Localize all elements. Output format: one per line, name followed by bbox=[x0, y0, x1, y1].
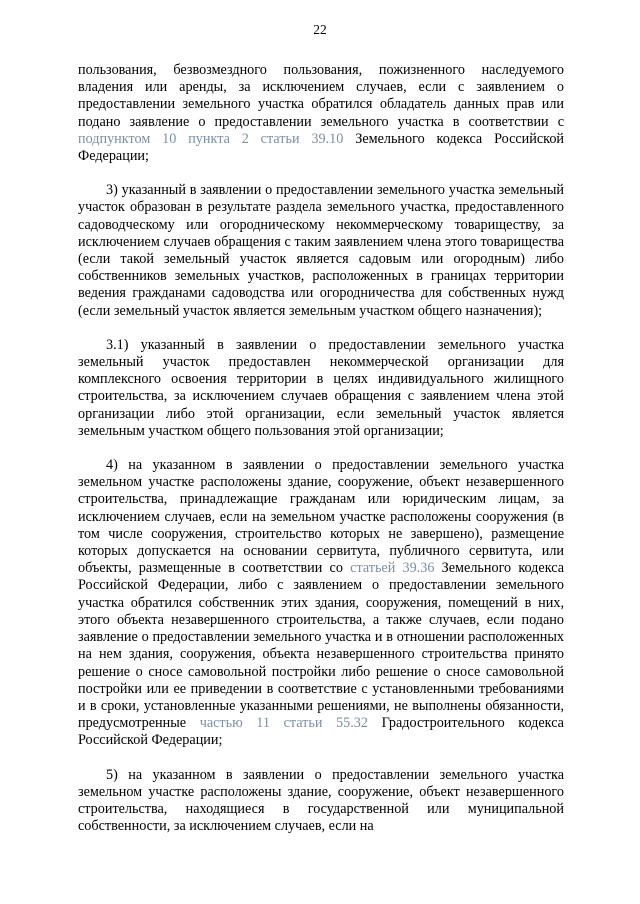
page-number: 22 bbox=[313, 22, 327, 37]
legal-reference-link[interactable]: подпунктом 10 пункта 2 статьи 39.10 bbox=[78, 130, 344, 147]
paragraph-item-4 bbox=[78, 457, 564, 749]
legal-reference-link[interactable]: статьей 39.36 bbox=[350, 560, 435, 577]
paragraph-text: 5) на указанном в заявлении о предоставлении земельного участка земельном участке расположены здание, сооружение, объект незавершенного строительства, находящиеся в государственной или муниципальной собственности, за исключением случаев, если на bbox=[78, 766, 564, 835]
paragraph-item-5 bbox=[78, 767, 564, 836]
paragraph-text: пользования, безвозмездного пользования, пожизненного наследуемого владения или аренды, за исключением случаев, если с заявлением о предоставлении земельного участка обратился обладатель данных прав или подано заявление о предоставлении земельного участка в соответствии с bbox=[78, 62, 564, 130]
paragraph-text: Градостроительного кодекса Российской Федерации; bbox=[78, 715, 564, 749]
paragraph-continuation bbox=[78, 62, 564, 165]
legal-reference-link[interactable]: частью 11 статьи 55.32 bbox=[199, 715, 368, 732]
paragraph-item-3 bbox=[78, 182, 564, 320]
document-body bbox=[78, 62, 564, 835]
paragraph-text: 4) на указанном в заявлении о предоставлении земельного участка земельном участке расположены здание, сооружение, объект незавершенного строительства, принадлежащие гражданам или юридическим лицам, за исключением случаев, если на земельном участке расположены сооружения (в том числе сооружения, строительство которых не завершено), размещение которых допускается на основании сервитута, публичного сервитута, или объекты, размещенные в соответствии со bbox=[78, 457, 564, 577]
paragraph-text: Земельного кодекса Российской Федерации, либо с заявлением о предоставлении земельного участка обратился собственник этих здания, сооружения, помещений в них, этого объекта незавершенного строительства, а также случаев, если подано заявление о предоставлении земельного участка и в отношении расположенных на нем здания, сооружения, объекта незавершенного строительства принято решение о сносе самовольной постройки либо решение о сносе самовольной постройки или ее приведении в соответствие с установленными требованиями и в сроки, установленные указанными решениями, не выполнены обязанности, предусмотренные bbox=[78, 560, 565, 732]
paragraph-item-3-1 bbox=[78, 337, 564, 440]
paragraph-text: 3) указанный в заявлении о предоставлении земельного участка земельный участок образован в результате раздела земельного участка, предоставленного садоводческому или огородническому некоммерческому товариществу, за исключением случаев обращения с таким заявлением члена этого товарищества (если такой земельный участок является садовым или огородным) либо собственников земельных участков, расположенных в границах территории ведения гражданами садоводства или огородничества для собственных нужд (если земельный участок является земельным участком общего назначения); bbox=[78, 182, 564, 319]
paragraph-text: 3.1) указанный в заявлении о предоставлении земельного участка земельный участок предоставлен некоммерческой организации для комплексного освоения территории в целях индивидуального жилищного строительства, за исключением случаев обращения с заявлением члена этой организации либо этой организации, если земельный участок является земельным участком общего пользования этой организации; bbox=[78, 336, 564, 439]
paragraph-text: Земельного кодекса Российской Федерации; bbox=[78, 130, 565, 165]
